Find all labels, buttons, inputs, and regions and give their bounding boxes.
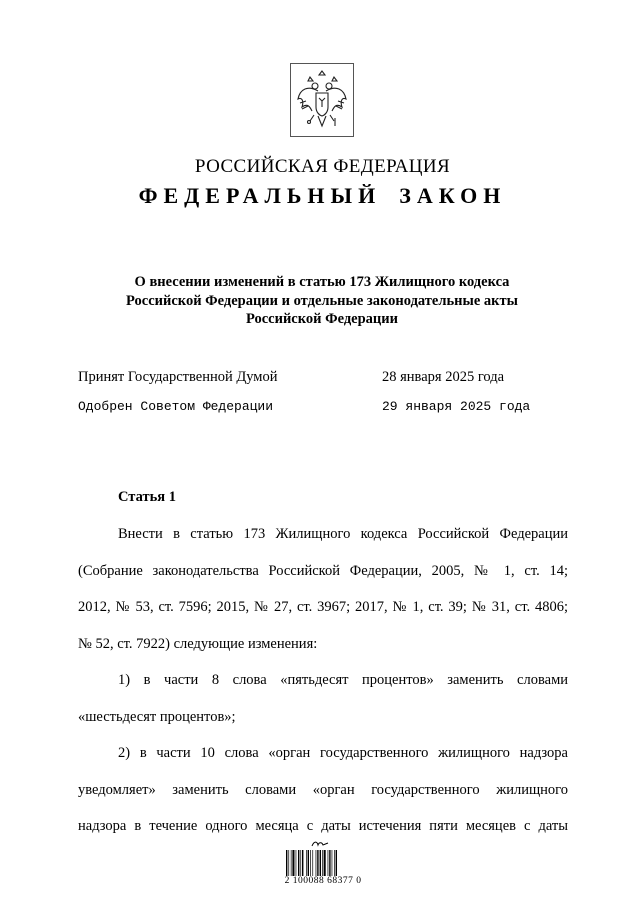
document-type-word-1: ФЕДЕРАЛЬНЫЙ [138, 183, 382, 208]
article-paragraph-intro [78, 516, 568, 662]
barcode-handwritten-mark [310, 840, 330, 848]
paragraph-line: 2) в части 10 слова «орган государственного жилищного надзора [118, 745, 568, 761]
article-item-1 [78, 662, 568, 735]
law-title-line: О внесении изменений в статью 173 Жилищного кодекса [134, 274, 510, 290]
adoption-date: 29 января 2025 года [382, 399, 531, 414]
article-item-2 [78, 735, 568, 845]
paragraph-line: 1) в части 8 слова «пятьдесят процентов» заменить словами [118, 672, 568, 688]
country-name: РОССИЙСКАЯ ФЕДЕРАЦИЯ [194, 156, 451, 177]
law-title [80, 273, 564, 329]
paragraph-line: 2012, № 53, ст. 7596; 2015, № 27, ст. 3967; 2017, № 1, ст. 39; № 31, ст. 4806; [78, 599, 568, 615]
document-type-heading [0, 183, 640, 209]
adoption-label: Принят Государственной Думой [78, 369, 278, 385]
article-heading: Статья 1 [118, 489, 176, 505]
law-title-line: Российской Федерации и отдельные законодательные акты [126, 292, 518, 309]
coat-of-arms-emblem-icon [290, 63, 354, 137]
paragraph-line: (Собрание законодательства Российской Федерации, 2005, № 1, ст. 14; [78, 562, 568, 579]
adoption-label: Одобрен Советом Федерации [78, 399, 274, 414]
paragraph-line: уведомляет» заменить словами «орган государственного жилищного [78, 781, 568, 798]
document-type-word-2: ЗАКОН [399, 183, 507, 208]
paragraph-line: Внести в статью 173 Жилищного кодекса Российской Федерации [118, 526, 568, 542]
barcode-number: 2 100088 68377 0 [284, 876, 362, 886]
paragraph-line: надзора в течение одного месяца с даты истечения пяти месяцев с даты [78, 818, 568, 834]
paragraph-line: № 52, ст. 7922) следующие изменения: [78, 635, 318, 652]
barcode-icon [286, 850, 354, 876]
adoption-date: 28 января 2025 года [382, 369, 505, 385]
law-title-line: Российской Федерации [245, 311, 398, 327]
paragraph-line: «шестьдесят процентов»; [78, 708, 236, 725]
